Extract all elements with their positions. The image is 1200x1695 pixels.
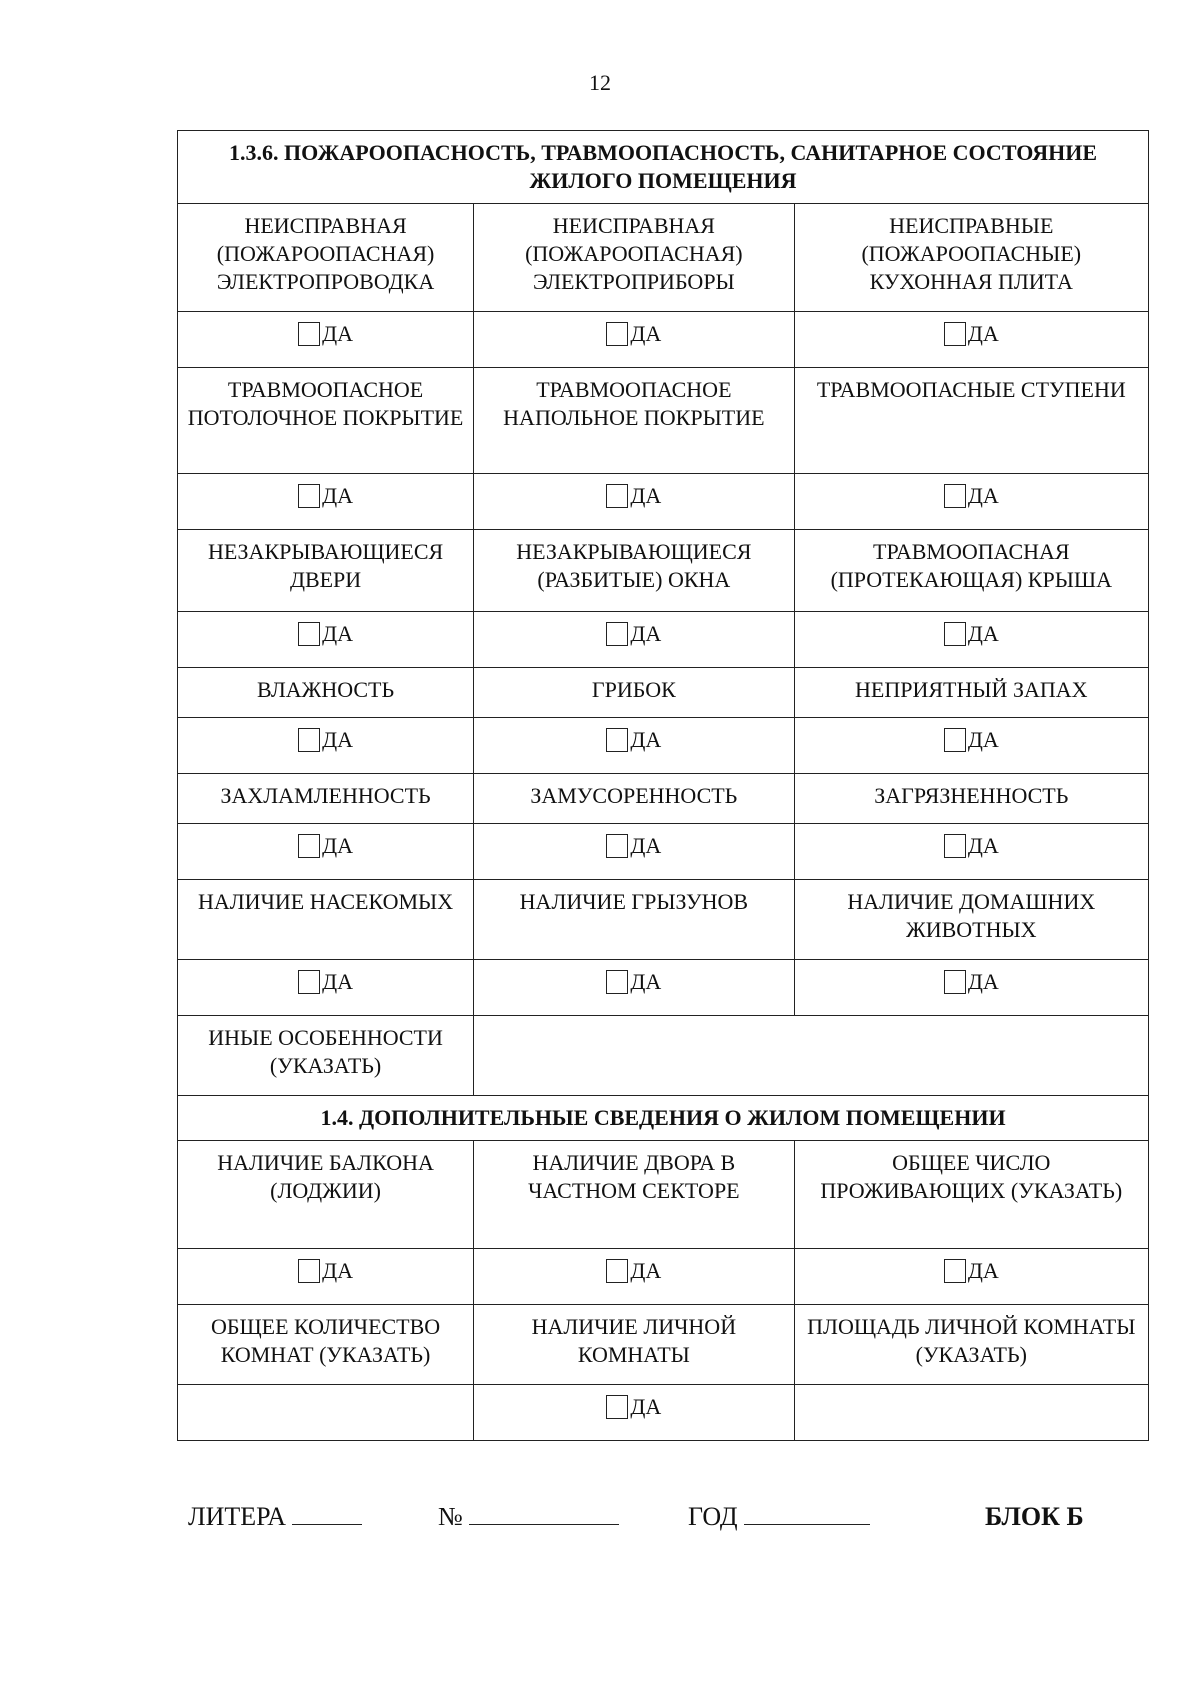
cell-hazardous-stairs-yes <box>794 474 1148 530</box>
number-group <box>438 1502 619 1532</box>
label-littering: ЗАМУСОРЕННОСТЬ <box>474 774 794 824</box>
checkbox-square[interactable] <box>606 322 628 346</box>
table-row <box>178 1249 1149 1305</box>
checkbox-label: ДА <box>630 1394 662 1419</box>
cell-faulty-stove-yes <box>794 312 1148 368</box>
cell-rodents-yes <box>474 960 794 1016</box>
checkbox-label: ДА <box>322 1258 354 1283</box>
checkbox-label: ДА <box>630 1258 662 1283</box>
checkbox-residents-count[interactable] <box>944 1257 999 1285</box>
checkbox-square[interactable] <box>298 484 320 508</box>
label-residents-count: ОБЩЕЕ ЧИСЛО ПРОЖИВАЮЩИХ (УКАЗАТЬ) <box>794 1141 1148 1249</box>
label-faulty-appliances: НЕИСПРАВНАЯ (ПОЖАРООПАСНАЯ) ЭЛЕКТРОПРИБОРЫ <box>474 204 794 312</box>
cell-fungus-yes <box>474 718 794 774</box>
checkbox-unlocking-doors[interactable] <box>298 620 353 648</box>
checkbox-label: ДА <box>322 969 354 994</box>
cell-unlocking-doors-yes <box>178 612 474 668</box>
number-field[interactable] <box>469 1502 619 1525</box>
table-row <box>178 612 1149 668</box>
checkbox-label: ДА <box>322 727 354 752</box>
checkbox-littering[interactable] <box>606 832 661 860</box>
checkbox-square[interactable] <box>944 322 966 346</box>
table-row <box>178 774 1149 824</box>
table-row <box>178 204 1149 312</box>
cell-personal-room-yes <box>474 1385 794 1441</box>
page-number: 12 <box>589 70 611 95</box>
checkbox-bad-smell[interactable] <box>944 726 999 754</box>
table-row <box>178 824 1149 880</box>
checkbox-square[interactable] <box>298 1259 320 1283</box>
checkbox-label: ДА <box>322 483 354 508</box>
checkbox-label: ДА <box>630 727 662 752</box>
checkbox-square[interactable] <box>606 834 628 858</box>
checkbox-square[interactable] <box>944 970 966 994</box>
label-clutter: ЗАХЛАМЛЕННОСТЬ <box>178 774 474 824</box>
checkbox-hazardous-ceiling[interactable] <box>298 482 353 510</box>
checkbox-square[interactable] <box>606 1259 628 1283</box>
table-row <box>178 530 1149 612</box>
checkbox-hazardous-stairs[interactable] <box>944 482 999 510</box>
label-leaking-roof: ТРАВМООПАСНАЯ (ПРОТЕКАЮЩАЯ) КРЫША <box>794 530 1148 612</box>
checkbox-square[interactable] <box>944 622 966 646</box>
checkbox-square[interactable] <box>606 970 628 994</box>
label-balcony: НАЛИЧИЕ БАЛКОНА (ЛОДЖИИ) <box>178 1141 474 1249</box>
checkbox-label: ДА <box>630 483 662 508</box>
checkbox-label: ДА <box>967 621 999 646</box>
label-personal-room: НАЛИЧИЕ ЛИЧНОЙ КОМНАТЫ <box>474 1305 794 1385</box>
checkbox-private-yard[interactable] <box>606 1257 661 1285</box>
label-broken-windows: НЕЗАКРЫВАЮЩИЕСЯ (РАЗБИТЫЕ) ОКНА <box>474 530 794 612</box>
label-faulty-stove: НЕИСПРАВНЫЕ (ПОЖАРООПАСНЫЕ) КУХОННАЯ ПЛИТА <box>794 204 1148 312</box>
checkbox-fungus[interactable] <box>606 726 661 754</box>
checkbox-square[interactable] <box>298 322 320 346</box>
checkbox-label: ДА <box>630 833 662 858</box>
checkbox-pets[interactable] <box>944 968 999 996</box>
checkbox-label: ДА <box>630 321 662 346</box>
checkbox-clutter[interactable] <box>298 832 353 860</box>
checkbox-personal-room[interactable] <box>606 1393 661 1421</box>
label-personal-room-area: ПЛОЩАДЬ ЛИЧНОЙ КОМНАТЫ (УКАЗАТЬ) <box>794 1305 1148 1385</box>
litera-label: ЛИТЕРА <box>188 1502 287 1531</box>
cell-broken-windows-yes <box>474 612 794 668</box>
checkbox-broken-windows[interactable] <box>606 620 661 648</box>
checkbox-square[interactable] <box>944 484 966 508</box>
label-other-features: ИНЫЕ ОСОБЕННОСТИ (УКАЗАТЬ) <box>178 1016 474 1096</box>
checkbox-label: ДА <box>322 833 354 858</box>
cell-insects-yes <box>178 960 474 1016</box>
label-unlocking-doors: НЕЗАКРЫВАЮЩИЕСЯ ДВЕРИ <box>178 530 474 612</box>
year-field[interactable] <box>744 1502 870 1525</box>
checkbox-square[interactable] <box>298 622 320 646</box>
checkbox-label: ДА <box>967 321 999 346</box>
personal-room-area-field[interactable] <box>794 1385 1148 1441</box>
table-row <box>178 474 1149 530</box>
checkbox-insects[interactable] <box>298 968 353 996</box>
checkbox-square[interactable] <box>606 484 628 508</box>
label-hazardous-ceiling: ТРАВМООПАСНОЕ ПОТОЛОЧНОЕ ПОКРЫТИЕ <box>178 368 474 474</box>
cell-bad-smell-yes <box>794 718 1148 774</box>
label-humidity: ВЛАЖНОСТЬ <box>178 668 474 718</box>
checkbox-label: ДА <box>630 969 662 994</box>
checkbox-square[interactable] <box>606 728 628 752</box>
checkbox-label: ДА <box>967 727 999 752</box>
table-row <box>178 718 1149 774</box>
checkbox-square[interactable] <box>298 970 320 994</box>
checkbox-faulty-wiring[interactable] <box>298 320 353 348</box>
label-pets: НАЛИЧИЕ ДОМАШНИХ ЖИВОТНЫХ <box>794 880 1148 960</box>
form-footer <box>188 1502 1108 1542</box>
table-row <box>178 368 1149 474</box>
cell-pets-yes <box>794 960 1148 1016</box>
section-14-title: 1.4. ДОПОЛНИТЕЛЬНЫЕ СВЕДЕНИЯ О ЖИЛОМ ПОМЕЩЕНИИ <box>178 1096 1149 1141</box>
label-rooms-count: ОБЩЕЕ КОЛИЧЕСТВО КОМНАТ (УКАЗАТЬ) <box>178 1305 474 1385</box>
cell-balcony-yes <box>178 1249 474 1305</box>
checkbox-balcony[interactable] <box>298 1257 353 1285</box>
year-group <box>688 1502 870 1532</box>
label-bad-smell: НЕПРИЯТНЫЙ ЗАПАХ <box>794 668 1148 718</box>
checkbox-label: ДА <box>967 833 999 858</box>
checkbox-humidity[interactable] <box>298 726 353 754</box>
year-label: ГОД <box>688 1502 738 1531</box>
label-faulty-wiring: НЕИСПРАВНАЯ (ПОЖАРООПАСНАЯ) ЭЛЕКТРОПРОВОДКА <box>178 204 474 312</box>
table-row <box>178 1385 1149 1441</box>
cell-pollution-yes <box>794 824 1148 880</box>
checkbox-label: ДА <box>967 969 999 994</box>
label-private-yard: НАЛИЧИЕ ДВОРА В ЧАСТНОМ СЕКТОРЕ <box>474 1141 794 1249</box>
checkbox-square[interactable] <box>298 728 320 752</box>
checkbox-hazardous-floor[interactable] <box>606 482 661 510</box>
table-row <box>178 880 1149 960</box>
cell-faulty-appliances-yes <box>474 312 794 368</box>
checkbox-rodents[interactable] <box>606 968 661 996</box>
table-row <box>178 312 1149 368</box>
other-features-field[interactable] <box>474 1016 1149 1096</box>
cell-littering-yes <box>474 824 794 880</box>
checkbox-label: ДА <box>322 321 354 346</box>
table-row <box>178 960 1149 1016</box>
checkbox-square[interactable] <box>944 1259 966 1283</box>
rooms-count-field[interactable] <box>178 1385 474 1441</box>
checkbox-faulty-appliances[interactable] <box>606 320 661 348</box>
checkbox-label: ДА <box>967 483 999 508</box>
cell-faulty-wiring-yes <box>178 312 474 368</box>
checkbox-label: ДА <box>322 621 354 646</box>
checkbox-square[interactable] <box>944 728 966 752</box>
checkbox-faulty-stove[interactable] <box>944 320 999 348</box>
label-fungus: ГРИБОК <box>474 668 794 718</box>
housing-form-table <box>177 130 1149 1441</box>
litera-group <box>188 1502 362 1532</box>
litera-field[interactable] <box>292 1502 362 1525</box>
section-136-title: 1.3.6. ПОЖАРООПАСНОСТЬ, ТРАВМООПАСНОСТЬ, САНИТАРНОЕ СОСТОЯНИЕ ЖИЛОГО ПОМЕЩЕНИЯ <box>178 131 1149 204</box>
checkbox-label: ДА <box>630 621 662 646</box>
table-row <box>178 1016 1149 1096</box>
label-hazardous-stairs: ТРАВМООПАСНЫЕ СТУПЕНИ <box>794 368 1148 474</box>
checkbox-pollution[interactable] <box>944 832 999 860</box>
cell-humidity-yes <box>178 718 474 774</box>
checkbox-square[interactable] <box>298 834 320 858</box>
section-136-header-row <box>178 131 1149 204</box>
number-label: № <box>438 1502 463 1531</box>
label-hazardous-floor: ТРАВМООПАСНОЕ НАПОЛЬНОЕ ПОКРЫТИЕ <box>474 368 794 474</box>
cell-leaking-roof-yes <box>794 612 1148 668</box>
cell-hazardous-floor-yes <box>474 474 794 530</box>
cell-clutter-yes <box>178 824 474 880</box>
checkbox-leaking-roof[interactable] <box>944 620 999 648</box>
table-row <box>178 668 1149 718</box>
label-rodents: НАЛИЧИЕ ГРЫЗУНОВ <box>474 880 794 960</box>
label-insects: НАЛИЧИЕ НАСЕКОМЫХ <box>178 880 474 960</box>
checkbox-square[interactable] <box>606 622 628 646</box>
checkbox-label: ДА <box>967 1258 999 1283</box>
cell-private-yard-yes <box>474 1249 794 1305</box>
block-label: БЛОК Б <box>985 1502 1084 1531</box>
checkbox-square[interactable] <box>606 1395 628 1419</box>
table-row <box>178 1141 1149 1249</box>
label-pollution: ЗАГРЯЗНЕННОСТЬ <box>794 774 1148 824</box>
section-14-header-row <box>178 1096 1149 1141</box>
checkbox-square[interactable] <box>944 834 966 858</box>
table-row <box>178 1305 1149 1385</box>
cell-residents-count-yes <box>794 1249 1148 1305</box>
cell-hazardous-ceiling-yes <box>178 474 474 530</box>
